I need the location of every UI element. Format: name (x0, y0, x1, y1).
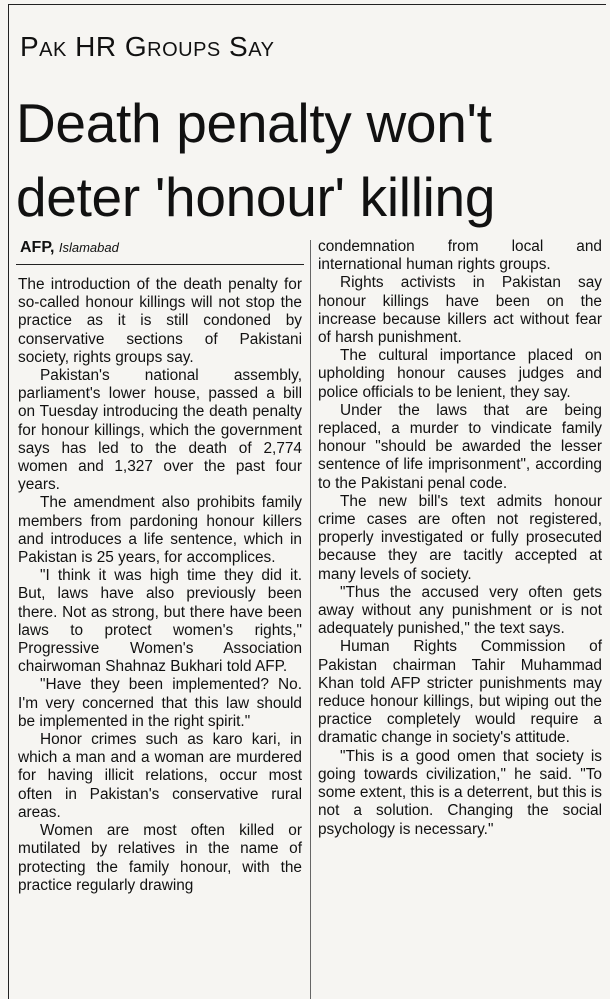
article-paragraph: Rights activists in Pakistan say honour killings have been on the increase because killers act without fear of harsh punishment. (318, 274, 602, 347)
headline-line-2: deter 'honour' killing (16, 166, 496, 228)
article-paragraph: The amendment also prohibits family members from pardoning honour killers and introduces a life sentence, which in Pakistan is 25 years, for accomplices. (18, 494, 302, 567)
article-paragraph: Pakistan's national assembly, parliament's lower house, passed a bill on Tuesday introducing the death penalty for honour killings, which the government says has led to the death of 2,774 women and 1,327 over the past four years. (18, 367, 302, 494)
byline-place: Islamabad (58, 240, 119, 255)
article-column-right (318, 238, 602, 839)
article-paragraph: Honor crimes such as karo kari, in which a man and a woman are murdered for having illicit relations, occur most often in Pakistan's conservative rural areas. (18, 731, 302, 821)
article-paragraph: "I think it was high time they did it. But, laws have also previously been there. Not as strong, but there have been laws to protect women's rights," Progressive Women's Association chairwoman Shahnaz Bukhari told AFP. (18, 567, 302, 676)
article-paragraph: "Thus the accused very often gets away without any punishment or is not adequately punished," the text says. (318, 583, 602, 638)
article-paragraph: condemnation from local and international human rights groups. (318, 238, 602, 274)
column-divider (310, 240, 311, 999)
article-paragraph: Women are most often killed or mutilated by relatives in the name of protecting the family honour, with the practice regularly drawing (18, 822, 302, 894)
article-headline (16, 86, 606, 234)
article-paragraph: The cultural importance placed on upholding honour causes judges and police officials to be lenient, they say. (318, 347, 602, 401)
headline-line-1: Death penalty won't (16, 92, 492, 154)
frame-left-rule (8, 4, 9, 999)
article-paragraph: "Have they been implemented? No. I'm very concerned that this law should be implemented in the right spirit." (18, 676, 302, 730)
article-column-left (18, 276, 302, 895)
frame-top-rule (8, 4, 606, 5)
byline-agency: AFP, (20, 239, 55, 256)
article-kicker: Pak HR Groups Say (20, 31, 275, 62)
byline-rule (16, 264, 304, 265)
article-paragraph: "This is a good omen that society is going towards civilization," he said. "To some extent, this is a deterrent, but this is not a solution. Changing the social psychology is necessary." (318, 747, 603, 838)
article-paragraph: Under the laws that are being replaced, a murder to vindicate family honour "should be awarded the lesser sentence of life imprisonment", according to the Pakistani penal code. (318, 401, 602, 492)
article-paragraph: The new bill's text admits honour crime cases are often not registered, properly investigated or fully prosecuted because they are tacitly accepted at many levels of society. (318, 492, 602, 583)
article-paragraph: The introduction of the death penalty for so-called honour killings will not stop the practice as it is still condoned by conservative sections of Pakistani society, rights groups say. (18, 276, 302, 366)
article-paragraph: Human Rights Commission of Pakistan chairman Tahir Muhammad Khan told AFP stricter punishments may reduce honour killings, but wiping out the practice completely would require a dramatic change in society's attitude. (318, 638, 602, 747)
byline (20, 238, 119, 258)
